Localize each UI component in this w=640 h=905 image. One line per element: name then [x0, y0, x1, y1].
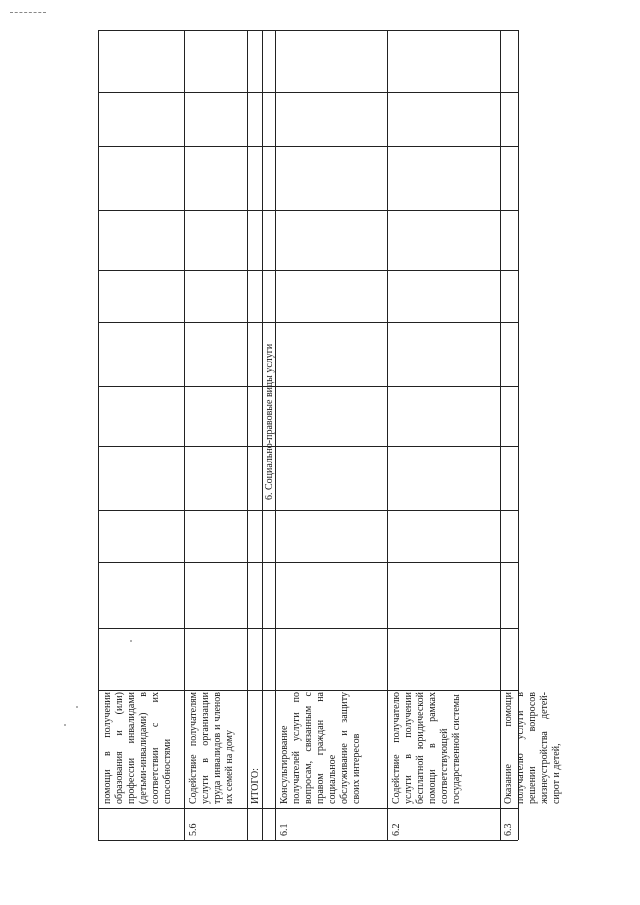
table-bottom-border [98, 840, 518, 841]
total-label: ИТОГО: [250, 768, 261, 804]
row-line [98, 510, 518, 511]
row-line [98, 386, 518, 387]
row-line [98, 210, 518, 211]
row-line [98, 628, 518, 629]
table-left-border [98, 30, 99, 840]
section-header: 6. Социально-правовые виды услуги [264, 343, 275, 500]
service-text-continuation: помощи в получении образования и (или) профессии инвалидами (детьми-инвалидами) в соответствии с их способностями [102, 692, 173, 804]
header-column-line [98, 690, 518, 691]
row-line [98, 562, 518, 563]
row-number-6-2: 6.2 [391, 823, 402, 836]
col-line [387, 30, 388, 840]
col-line [247, 30, 248, 840]
row-line [98, 92, 518, 93]
scan-speck [64, 724, 66, 726]
scan-speck [130, 640, 132, 642]
service-text-6-1: Консультирование получателей услуги по вопросам, связанным с правом граждан на социальное обслуживание и защиту своих интересов [279, 692, 362, 804]
row-line [98, 270, 518, 271]
row-number-6-1: 6.1 [279, 823, 290, 836]
section-band-line [262, 30, 263, 840]
service-text-6-2: Содействие получателю услуги в получении бесплатной юридической помощи в рамках соответствующей государственной системы [391, 692, 462, 804]
scan-speck [76, 706, 78, 708]
table-top-border [98, 30, 518, 31]
row-line [98, 322, 518, 323]
row-line [98, 146, 518, 147]
scan-corner-mark [10, 12, 46, 13]
col-line [500, 30, 501, 840]
service-text-5-6: Содействие получателям услуги в организации труда инвалидов и членов их семей на дому [188, 692, 235, 804]
number-column-line [98, 808, 518, 809]
service-text-6-3: Оказание помощи получателю услуги в решении вопросов жизнеустройства детей-сирот и детей, [503, 692, 562, 804]
row-number-6-3: 6.3 [503, 823, 514, 836]
row-line [98, 446, 518, 447]
row-number-5-6: 5.6 [188, 823, 199, 836]
col-line [184, 30, 185, 840]
